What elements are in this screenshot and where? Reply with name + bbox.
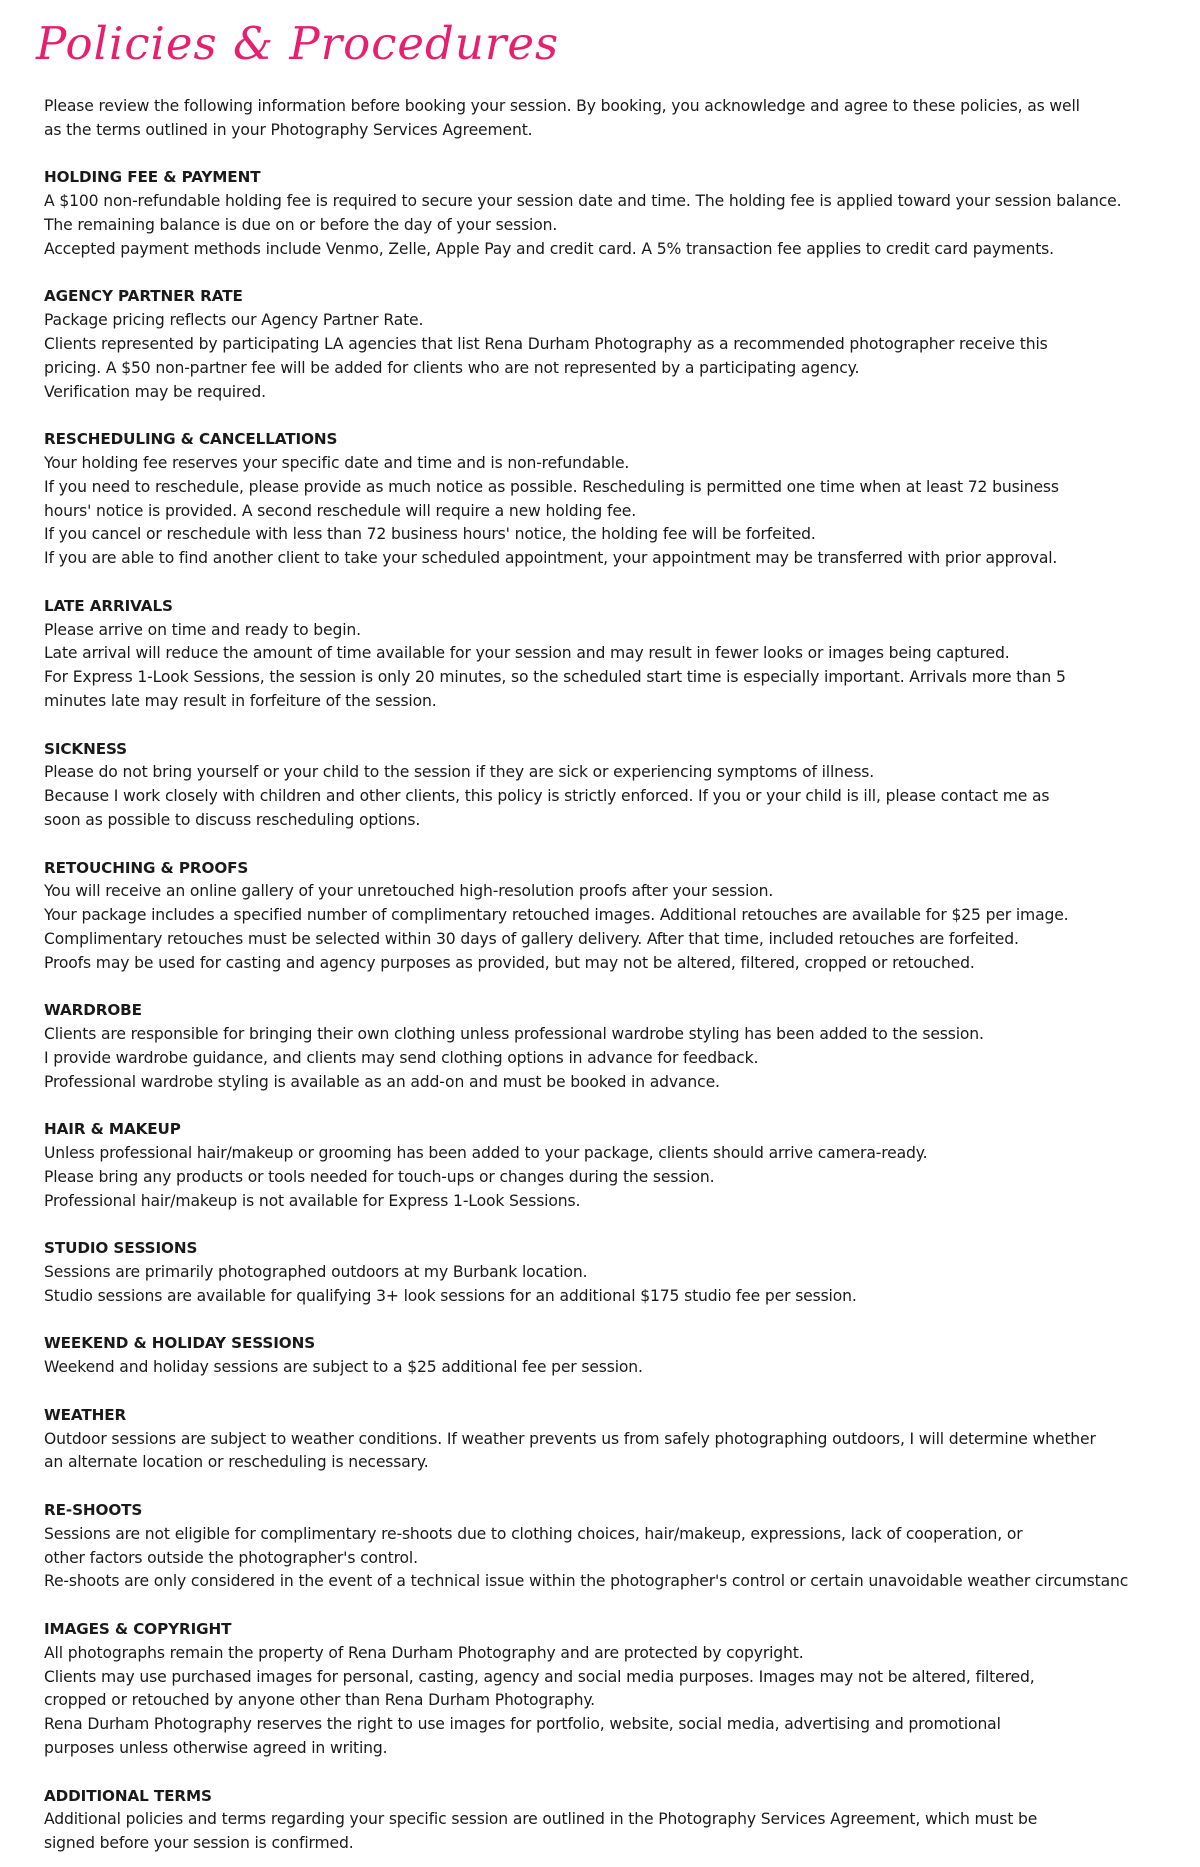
section-line: Weekend and holiday sessions are subject to a $25 additional fee per session. (44, 1358, 643, 1377)
section-line: Studio sessions are available for qualifying 3+ look sessions for an additional $175 studio fee per session. (44, 1286, 857, 1305)
section-line: Professional hair/makeup is not available for Express 1-Look Sessions. (44, 1191, 581, 1210)
section-line: Please arrive on time and ready to begin. (44, 620, 361, 639)
section-line: an alternate location or rescheduling is necessary. (44, 1453, 429, 1472)
page-title: Policies & Procedures (36, 17, 560, 70)
policy-section-late-arrivals (44, 595, 1194, 714)
section-line: Sessions are primarily photographed outdoors at my Burbank location. (44, 1263, 588, 1282)
section-line: Rena Durham Photography reserves the right to use images for portfolio, website, social media, advertising and promotional (44, 1715, 1001, 1734)
section-line: Late arrival will reduce the amount of time available for your session and may result in fewer looks or images being captured. (44, 644, 1010, 663)
section-heading: WARDROBE (44, 1001, 142, 1020)
section-heading: RETOUCHING & PROOFS (44, 858, 249, 877)
section-heading: WEEKEND & HOLIDAY SESSIONS (44, 1334, 316, 1353)
section-heading: RESCHEDULING & CANCELLATIONS (44, 430, 338, 449)
section-line: Proofs may be used for casting and agency purposes as provided, but may not be altered, filtered, cropped or retouched. (44, 953, 975, 972)
section-line: cropped or retouched by anyone other than Rena Durham Photography. (44, 1691, 595, 1710)
intro-paragraph (44, 95, 1164, 143)
policies-content (44, 95, 1194, 1856)
section-line: For Express 1-Look Sessions, the session is only 20 minutes, so the scheduled start time is especially important. Arrivals more than 5 (44, 668, 1066, 687)
policy-section-images-copyright (44, 1618, 1194, 1761)
section-line: If you are able to find another client to take your scheduled appointment, your appointment may be transferred with prior approval. (44, 549, 1058, 568)
section-line: Re-shoots are only considered in the event of a technical issue within the photographer's control or certain unavoidable weather circumstanc (44, 1572, 1129, 1591)
section-line: Complimentary retouches must be selected within 30 days of gallery delivery. After that time, included retouches are forfeited. (44, 929, 1019, 948)
intro-line: as the terms outlined in your Photography Services Agreement. (44, 120, 533, 139)
section-line: purposes unless otherwise agreed in writing. (44, 1738, 388, 1757)
section-line: pricing. A $50 non-partner fee will be added for clients who are not represented by a participating agency. (44, 358, 860, 377)
policy-section-re-shoots (44, 1499, 1194, 1594)
section-line: If you cancel or reschedule with less than 72 business hours' notice, the holding fee will be forfeited. (44, 525, 816, 544)
section-line: Please bring any products or tools needed for touch-ups or changes during the session. (44, 1167, 715, 1186)
section-heading: RE-SHOOTS (44, 1501, 143, 1520)
section-line: Your package includes a specified number of complimentary retouched images. Additional retouches are available for $25 per image. (44, 906, 1069, 925)
policy-section-hair-makeup (44, 1118, 1194, 1213)
section-heading: HAIR & MAKEUP (44, 1120, 181, 1139)
policy-section-agency-partner-rate (44, 285, 1194, 404)
section-line: Please do not bring yourself or your child to the session if they are sick or experiencing symptoms of illness. (44, 763, 875, 782)
section-line: All photographs remain the property of Rena Durham Photography and are protected by copyright. (44, 1643, 804, 1662)
section-line: Sessions are not eligible for complimentary re-shoots due to clothing choices, hair/makeup, expressions, lack of cooperation, or (44, 1524, 1023, 1543)
section-line: Outdoor sessions are subject to weather conditions. If weather prevents us from safely photographing outdoors, I will determine whether (44, 1429, 1096, 1448)
section-line: minutes late may result in forfeiture of the session. (44, 691, 437, 710)
section-heading: HOLDING FEE & PAYMENT (44, 168, 261, 187)
section-line: A $100 non-refundable holding fee is required to secure your session date and time. The holding fee is applied toward your session balance. (44, 192, 1122, 211)
policy-section-weekend-holiday (44, 1332, 1194, 1380)
intro-line: Please review the following information before booking your session. By booking, you acknowledge and agree to these policies, as well (44, 97, 1080, 115)
section-line: Clients may use purchased images for personal, casting, agency and social media purposes. Images may not be altered, filtered, (44, 1667, 1035, 1686)
policy-section-weather (44, 1404, 1194, 1475)
section-heading: LATE ARRIVALS (44, 596, 173, 615)
section-line: I provide wardrobe guidance, and clients may send clothing options in advance for feedback. (44, 1048, 759, 1067)
section-line: Verification may be required. (44, 382, 266, 401)
section-line: Additional policies and terms regarding your specific session are outlined in the Photography Services Agreement, which must be (44, 1810, 1038, 1829)
section-line: Clients represented by participating LA agencies that list Rena Durham Photography as a recommended photographer receive this (44, 334, 1048, 353)
section-line: signed before your session is confirmed. (44, 1834, 354, 1853)
section-line: Accepted payment methods include Venmo, Zelle, Apple Pay and credit card. A 5% transaction fee applies to credit card payments. (44, 239, 1054, 258)
policy-section-additional-terms (44, 1785, 1194, 1856)
section-heading: IMAGES & COPYRIGHT (44, 1620, 232, 1638)
section-line: other factors outside the photographer's control. (44, 1548, 418, 1567)
section-line: Unless professional hair/makeup or grooming has been added to your package, clients should arrive camera-ready. (44, 1144, 928, 1163)
section-heading: ADDITIONAL TERMS (44, 1786, 212, 1805)
section-line: You will receive an online gallery of your unretouched high-resolution proofs after your session. (44, 882, 774, 901)
policy-section-wardrobe (44, 999, 1194, 1094)
section-line: If you need to reschedule, please provide as much notice as possible. Rescheduling is permitted one time when at least 72 business (44, 477, 1059, 496)
policy-section-studio-sessions (44, 1237, 1194, 1308)
policy-section-rescheduling (44, 428, 1194, 571)
policy-section-sickness (44, 738, 1194, 833)
section-heading: SICKNESS (44, 739, 127, 758)
section-line: Because I work closely with children and other clients, this policy is strictly enforced. If you or your child is ill, please contact me as (44, 787, 1050, 806)
policy-section-retouching (44, 857, 1194, 976)
section-line: hours' notice is provided. A second reschedule will require a new holding fee. (44, 501, 637, 520)
section-line: Clients are responsible for bringing their own clothing unless professional wardrobe styling has been added to the session. (44, 1025, 984, 1044)
section-line: Package pricing reflects our Agency Partner Rate. (44, 311, 424, 330)
section-heading: AGENCY PARTNER RATE (44, 287, 243, 306)
policy-section-holding-fee (44, 166, 1194, 261)
section-line: Your holding fee reserves your specific date and time and is non-refundable. (44, 453, 630, 472)
section-line: Professional wardrobe styling is available as an add-on and must be booked in advance. (44, 1072, 720, 1091)
section-heading: STUDIO SESSIONS (44, 1239, 198, 1258)
section-line: The remaining balance is due on or before the day of your session. (44, 215, 558, 234)
section-line: soon as possible to discuss rescheduling options. (44, 810, 421, 829)
section-heading: WEATHER (44, 1405, 127, 1424)
